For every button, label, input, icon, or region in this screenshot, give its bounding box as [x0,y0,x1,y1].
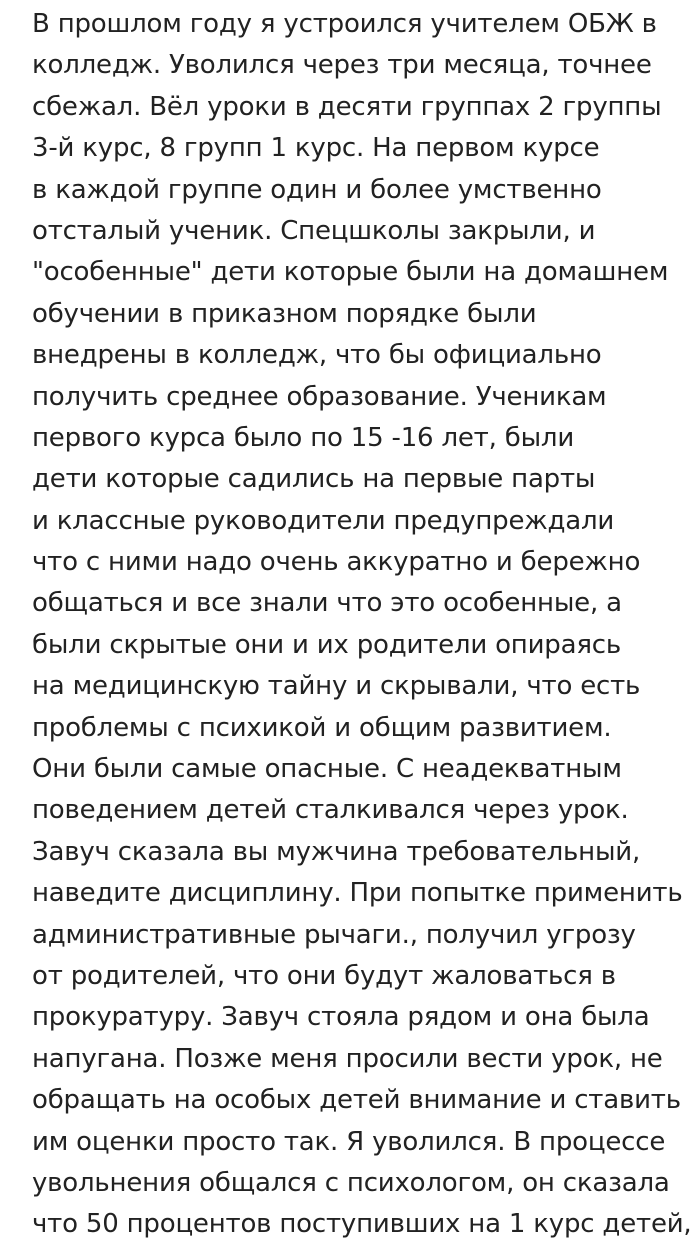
post-text-line: прокуратуру. Завуч стояла рядом и она была [32,1002,650,1033]
post-text-line: поведением детей сталкивался через урок. [32,795,629,826]
post-text-line: В прошлом году я устроился учителем ОБЖ в [32,9,657,39]
post-text-line: были скрытые они и их родители опираясь [32,629,621,660]
post-text-line: отсталый ученик. Спецшколы закрыли, и [32,215,596,246]
post-text-line: внедрены в колледж, что бы официально [32,340,602,371]
post-text-line: и классные руководители предупреждали [32,505,615,536]
post-text-line: на медицинскую тайну и скрывали, что есть [32,671,641,702]
post-text-line: общаться и все знали что это особенные, а [32,588,622,619]
post-text-line: проблемы с психикой и общим развитием. [32,712,612,743]
post-text-line: Они были самые опасные. С неадекватным [32,754,622,785]
post-text-line: административные рычаги., получил угрозу [32,919,636,950]
post-text-line: напугана. Позже меня просили вести урок, не [32,1043,663,1074]
post-text-line: обращать на особых детей внимание и ставить [32,1085,681,1116]
post-text-line: колледж. Уволился через три месяца, точнее [32,50,652,81]
post-text-line: сбежал. Вёл уроки в десяти группах 2 группы [32,91,662,122]
post-text-line: дети которые садились на первые парты [32,464,596,495]
post-text-line: увольнения общался с психологом, он сказала [32,1167,670,1198]
post-text-line: обучении в приказном порядке были [32,298,537,329]
post-text-line: от родителей, что они будут жаловаться в [32,960,616,991]
post-text [32,4,692,1246]
post-text-line: в каждой группе один и более умственно [32,174,602,205]
post-text-line: 3-й курс, 8 групп 1 курс. На первом курсе [32,133,600,164]
post-text-line: "особенные" дети которые были на домашнем [32,257,669,288]
post-text-line: наведите дисциплину. При попытке применить [32,878,683,909]
post-text-line: Завуч сказала вы мужчина требовательный, [32,836,641,867]
post-text-line: им оценки просто так. Я уволился. В процессе [32,1126,666,1157]
post-text-line: первого курса было по 15 -16 лет, были [32,422,575,453]
post-text-line: что с ними надо очень аккуратно и бережно [32,547,641,578]
post-text-line: что 50 процентов поступивших на 1 курс детей, [32,1209,692,1240]
post-text-line: получить среднее образование. Ученикам [32,381,607,412]
